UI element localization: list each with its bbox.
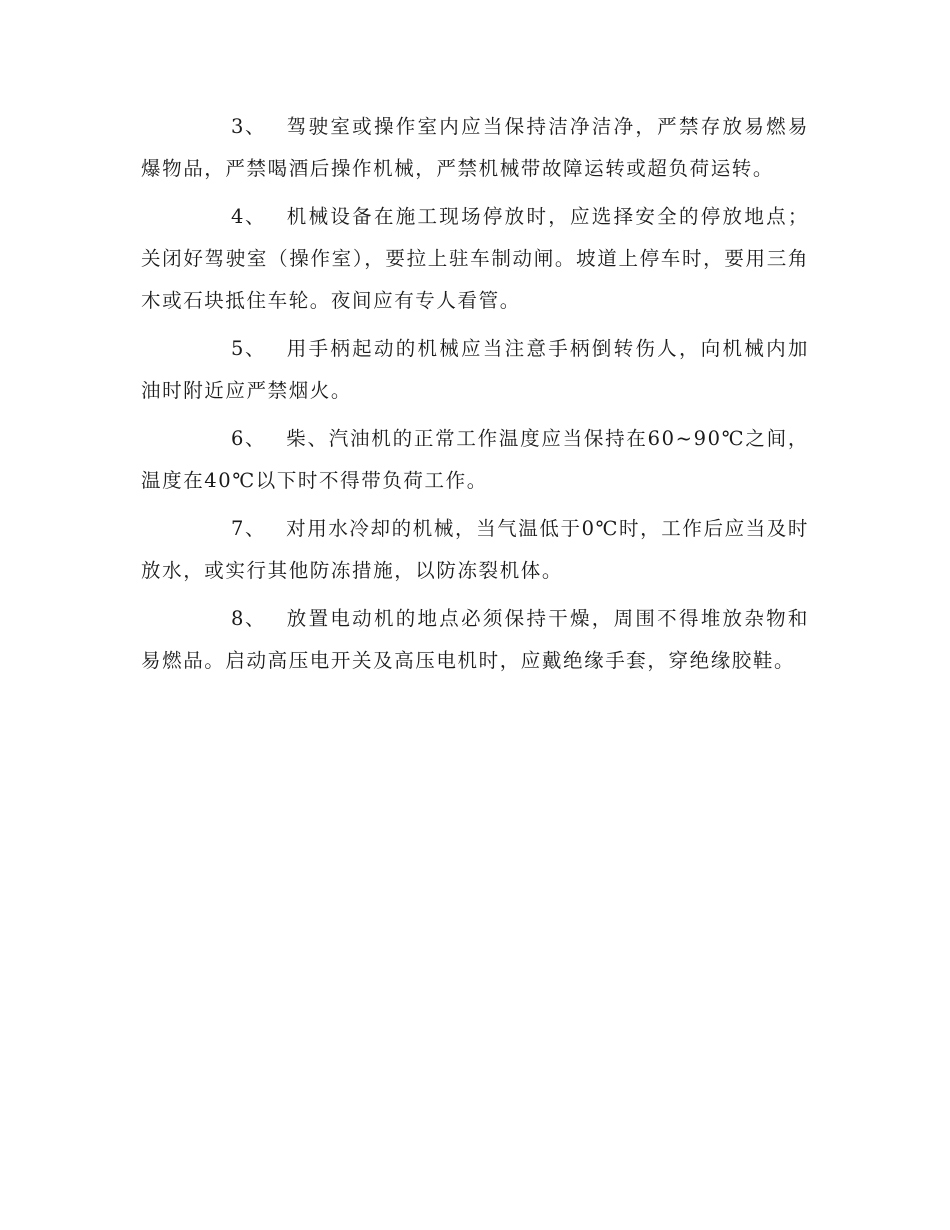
paragraph-text: 驾驶室或操作室内应当保持洁净洁净，严禁存放易燃易爆物品，严禁喝酒后操作机械，严禁机械带故障运转或超负荷运转。: [141, 115, 809, 180]
paragraph-text: 用手柄起动的机械应当注意手柄倒转伤人，向机械内加油时附近应严禁烟火。: [141, 337, 809, 402]
paragraph-number: 7、: [231, 517, 267, 540]
document-body: [141, 106, 809, 688]
paragraph-item-7: [141, 508, 809, 592]
paragraph-number: 6、: [231, 427, 267, 450]
paragraph-number: 3、: [231, 115, 267, 138]
paragraph-text: 对用水冷却的机械，当气温低于0℃时，工作后应当及时放水，或实行其他防冻措施，以防冻裂机体。: [141, 517, 809, 582]
paragraph-number: 8、: [231, 607, 267, 630]
paragraph-number: 4、: [231, 205, 267, 228]
paragraph-item-8: [141, 598, 809, 682]
paragraph-item-3: [141, 106, 809, 190]
paragraph-text: 柴、汽油机的正常工作温度应当保持在60~90℃之间，温度在40℃以下时不得带负荷工作。: [141, 427, 809, 492]
paragraph-text: 机械设备在施工现场停放时，应选择安全的停放地点；关闭好驾驶室（操作室），要拉上驻车制动闸。坡道上停车时，要用三角木或石块抵住车轮。夜间应有专人看管。: [141, 205, 809, 312]
paragraph-item-4: [141, 196, 809, 322]
paragraph-number: 5、: [231, 337, 267, 360]
paragraph-text: 放置电动机的地点必须保持干燥，周围不得堆放杂物和易燃品。启动高压电开关及高压电机时，应戴绝缘手套，穿绝缘胶鞋。: [141, 607, 809, 672]
paragraph-item-5: [141, 328, 809, 412]
paragraph-item-6: [141, 418, 809, 502]
